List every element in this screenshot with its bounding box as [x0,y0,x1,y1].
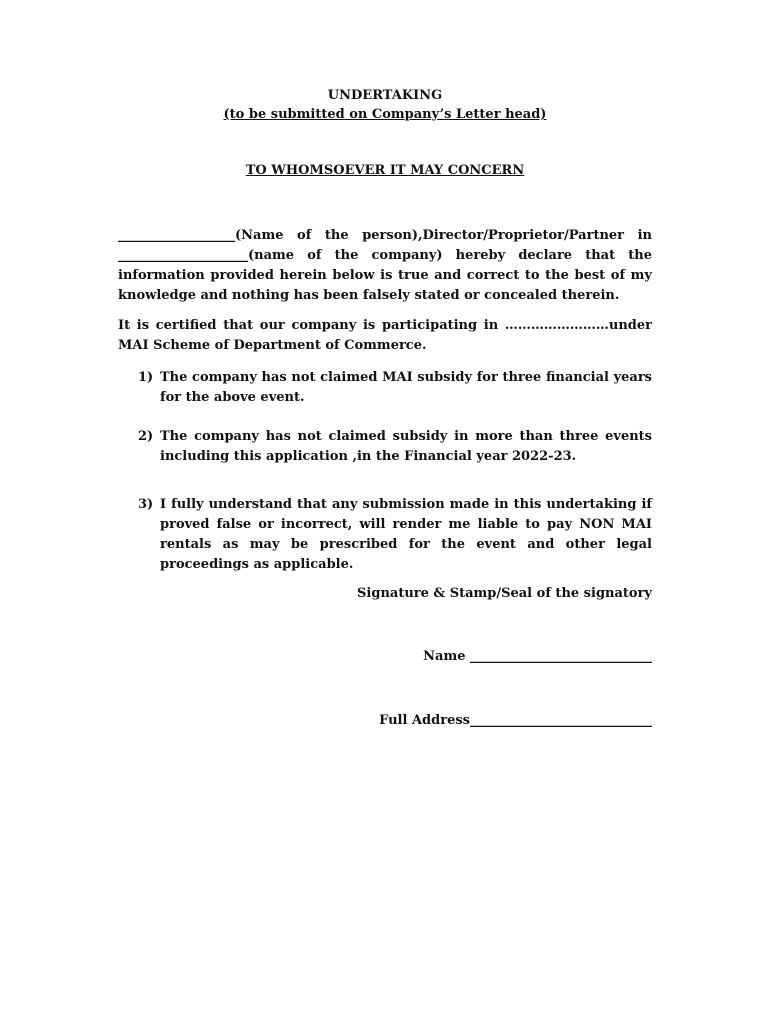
list-item-text: The company has not claimed MAI subsidy for three financial years for the above event. [160,370,652,405]
list-item-number: 3) [138,497,154,512]
document-subtitle: (to be submitted on Company’s Letter head) [223,107,547,122]
name-field: Name ____________________________ [423,649,652,664]
list-item-number: 1) [138,370,154,385]
certification-paragraph: It is certified that our company is participating in ……………………under MAI Scheme of Department of Commerce. [118,318,652,353]
signature-label: Signature & Stamp/Seal of the signatory [357,586,652,601]
document-title: UNDERTAKING [327,88,443,103]
addressee-heading: TO WHOMSOEVER IT MAY CONCERN [245,163,525,178]
list-item-text: I fully understand that any submission made in this undertaking if proved false or incorrect, will render me liable to pay NON MAI rentals as may be prescribed for the event and other legal proceedings as applicable. [160,497,652,572]
list-item-number: 2) [138,429,154,444]
declaration-line-1: __________________(Name of the person),Director/Proprietor/Partner in [118,228,652,243]
declaration-paragraph: ____________________(name of the company) hereby declare that the information provided herein below is true and correct to the best of my knowledge and nothing has been falsely stated or concealed therein. [118,248,652,303]
list-item-text: The company has not claimed subsidy in more than three events including this application ,in the Financial year 2022-23. [160,429,652,464]
address-field: Full Address____________________________ [379,713,652,728]
